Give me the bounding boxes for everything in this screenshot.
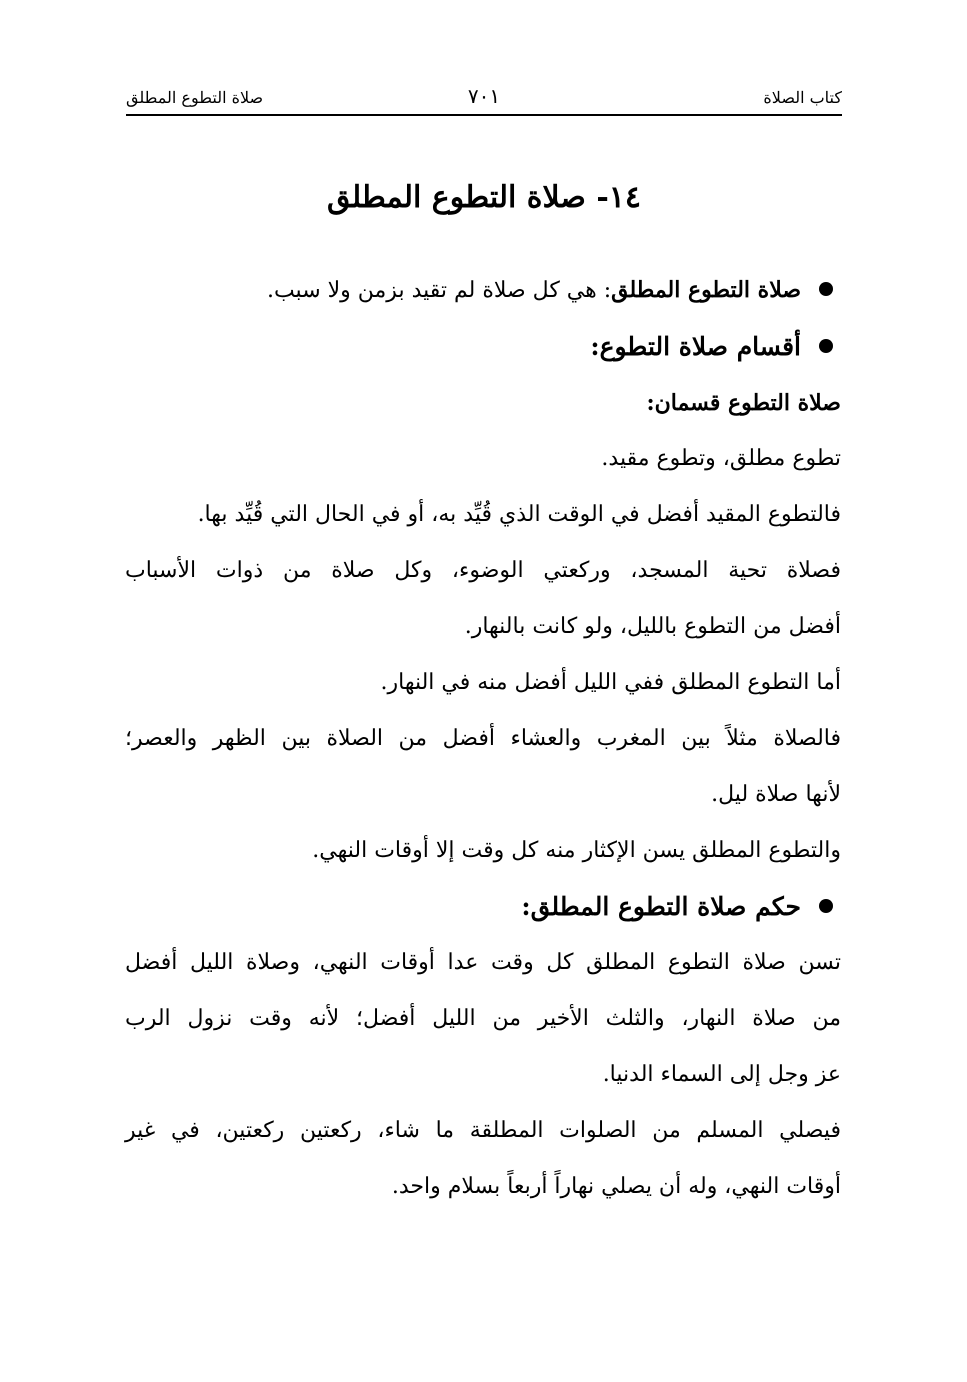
paragraph-6: والتطوع المطلق يسن الإكثار منه كل وقت إلا أوقات النهي. [312, 838, 841, 863]
paragraph-7-line-2: من صلاة النهار، والثلث الأخير من الليل أفضل؛ لأنه وقت نزول الرب [125, 1006, 841, 1031]
paragraph-2: فالتطوع المقيد أفضل في الوقت الذي قُيِّد به، أو في الحال التي قُيِّد بها. [197, 502, 841, 527]
page-content [125, 262, 841, 1215]
types-subheading: صلاة التطوع قسمان: [646, 390, 841, 416]
definition-term: صلاة التطوع المطلق [611, 277, 801, 303]
header-section-title: صلاة التطوع المطلق [126, 88, 264, 107]
definition-bullet [125, 262, 841, 319]
paragraph-8-line-2: أوقات النهي، وله أن يصلي نهاراً أربعاً بسلام واحد. [391, 1174, 841, 1199]
types-heading: أقسام صلاة التطوع: [125, 319, 841, 375]
definition-text: : هي كل صلاة لم تقيد بزمن ولا سبب. [266, 278, 612, 303]
header-page-number: ٧٠١ [467, 84, 501, 108]
paragraph-8-line-1: فيصلي المسلم من الصلوات المطلقة ما شاء، ركعتين ركعتين، في غير [125, 1118, 841, 1143]
paragraph-4: أما التطوع المطلق ففي الليل أفضل منه في النهار. [380, 670, 841, 695]
paragraph-5-line-1: فالصلاة مثلاً بين المغرب والعشاء أفضل من الصلاة بين الظهر والعصر؛ [125, 726, 841, 751]
header-book-title: كتاب الصلاة [763, 88, 842, 107]
chapter-title: ١٤- صلاة التطوع المطلق [326, 180, 642, 215]
paragraph-7-line-1: تسن صلاة التطوع المطلق كل وقت عدا أوقات النهي، وصلاة الليل أفضل [125, 950, 841, 975]
page-header [126, 82, 842, 116]
paragraph-3-line-2: أفضل من التطوع بالليل، ولو كانت بالنهار. [464, 614, 841, 639]
paragraph-1: تطوع مطلق، وتطوع مقيد. [601, 446, 841, 471]
paragraph-5-line-2: لأنها صلاة ليل. [711, 782, 841, 807]
paragraph-3-line-1: فصلاة تحية المسجد، وركعتي الوضوء، وكل صلاة من ذوات الأسباب [125, 558, 841, 583]
paragraph-7-line-3: عز وجل إلى السماء الدنيا. [602, 1062, 841, 1087]
ruling-heading: حكم صلاة التطوع المطلق: [125, 879, 841, 935]
